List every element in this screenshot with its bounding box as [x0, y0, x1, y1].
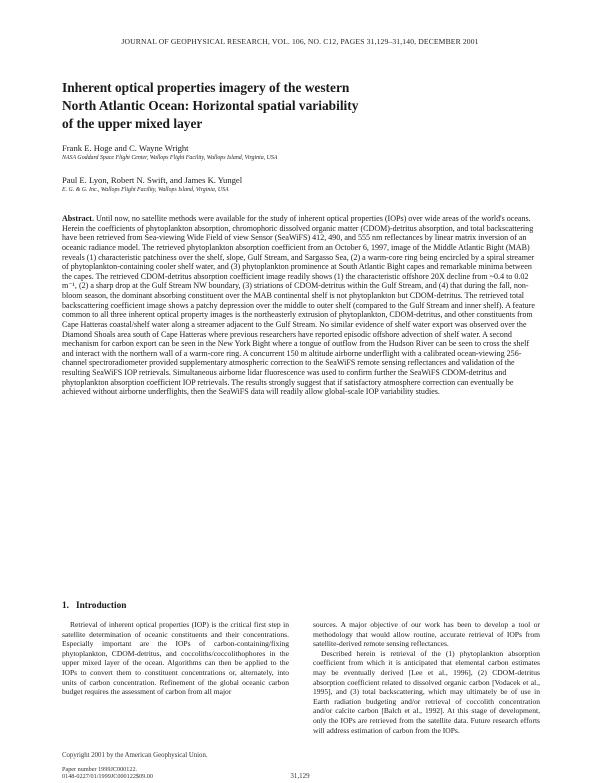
- affiliation-1: NASA Goddard Space Flight Center, Wallops Flight Facility, Wallops Island, Virginia, USA: [62, 155, 278, 161]
- running-head: JOURNAL OF GEOPHYSICAL RESEARCH, VOL. 106, NO. C12, PAGES 31,129–31,140, DECEMBER 2001: [121, 37, 479, 46]
- abstract-text: Until now, no satellite methods were available for the study of inherent optical properties (IOPs) over wide areas of the world's oceans. Herein the coefficients of phytoplankton absorption, chromophoric dissolved organic matter (CDOM)-detritus absorption, and total backscattering have been retrieved from Sea-viewing Wide Field of view Sensor (SeaWiFS) 412, 490, and 555 nm reflectances by linear matrix inversion of an oceanic radiance model. The retrieved phytoplankton absorption coefficient from an October 6, 1997, image of the Middle Atlantic Bight (MAB) reveals (1) characteristic patchiness over the shelf, slope, Gulf Stream, and Sargasso Sea, (2) a warm-core ring being encircled by a spiral streamer of phytoplankton-containing cooler shelf water, and (3) phytoplankton prominence at South Atlantic Bight capes and remarkable minima between the capes. The retrieved CDOM-detritus absorption coefficient image readily shows (1) the characteristic offshore 20X decline from ~0.4 to 0.02 m⁻¹, (2) a sharp drop at the Gulf Stream NW boundary, (3) striations of CDOM-detritus within the Gulf Stream, and (4) that during the fall, non-bloom season, the dominant absorbing constituent over the MAB continental shelf is not phytoplankton but CDOM-detritus. The retrieved total backscattering coefficient image shows a patchy depression over the middle to outer shelf (compared to the Gulf Stream and inner shelf). A feature common to all three inherent optical property images is the northeasterly extrusion of phytoplankton, CDOM-detritus, and other constituents from Cape Hatteras coastal/shelf water along a streamer adjacent to the Gulf Stream. No similar evidence of shelf water export was observed over the Diamond Shoals area south of Cape Hatteras where previous researchers have reported episodic offshore advection of shelf water. A second mechanism for carbon export can be seen in the New York Bight where a tongue of outflow from the Hudson River can be seen to cross the shelf and interact with the northern wall of a warm-core ring. A concurrent 150 m altitude airborne underflight with a calibrated ocean-viewing 256-channel spectroradiometer provided supplementary atmospheric correction to the SeaWiFS remote sensing reflectances and validation of the resulting SeaWiFS IOP retrievals. Simultaneous airborne lidar fluorescence was used to confirm further the SeaWiFS CDOM-detritus and phytoplankton absorption coefficient IOP retrievals. The results strongly suggest that if satisfactory atmosphere correction can eventually be achieved without airborne underflights, then the SeaWiFS data will readily allow global-scale IOP variability studies.: [62, 214, 535, 397]
- affiliation-2: E. G. & G. Inc., Wallops Flight Facility, Wallops Island, Virginia, USA: [62, 187, 229, 193]
- author-list-2: Paul E. Lyon, Robert N. Swift, and James K. Yungel: [62, 175, 243, 185]
- page-number: 31,129: [290, 772, 310, 780]
- title-line: Inherent optical properties imagery of the western: [62, 80, 350, 95]
- title-line: of the upper mixed layer: [62, 116, 203, 131]
- body-paragraph: Described herein is retrieval of the (1) phytoplankton absorption coefficient from which it is anticipated that elemental carbon estimates may be eventually derived [Lee et al., 1996], (2) CDOM-detritus absorption coefficient related to dissolved organic carbon [Vodacek et al., 1995], and (3) total backscattering, which may ultimately be of use in Earth radiation budgeting and/or retrieval of coccolith concentration and/or calcite carbon [Balch et al., 1992]. At this stage of development, only the IOPs are retrieved from the satellite data. Future research efforts will address estimation of carbon from the IOPs.: [313, 648, 540, 735]
- section-heading: [62, 601, 126, 611]
- title-line: North Atlantic Ocean: Horizontal spatial variability: [62, 98, 359, 113]
- section-number: 1.: [62, 601, 69, 611]
- author-list-1: Frank E. Hoge and C. Wayne Wright: [62, 143, 189, 153]
- article-title: [62, 79, 442, 133]
- abstract-label: Abstract.: [62, 214, 94, 223]
- section-title: Introduction: [75, 601, 127, 611]
- right-column: [313, 620, 540, 735]
- copyright-notice: Copyright 2001 by the American Geophysical Union.: [62, 752, 208, 759]
- continuation-paragraph: sources. A major objective of our work has been to develop a tool or methodology that would allow routine, accurate retrieval of IOPs from satellite-derived remote sensing reflectances.: [313, 620, 540, 649]
- intro-paragraph: Retrieval of inherent optical properties (IOP) is the critical first step in satellite determination of oceanic constituents and their concentrations. Especially important are the IOPs of carbon-containing/fixing phytoplankton, CDOM-detritus, and coccoliths/coccolithophores in the upper mixed layer of the ocean. Algorithms can then be applied to the IOPs to convert them to constituent concentrations or, alternately, into units of carbon concentration. Refinement of the global oceanic carbon budget requires the assessment of carbon from all major: [62, 620, 289, 697]
- abstract: [62, 214, 538, 397]
- issn-code: 0148-0227/01/1999JC000122$09.00: [62, 773, 153, 781]
- paper-number: Paper number 1999JC000122.: [62, 766, 138, 773]
- left-column: [62, 620, 289, 697]
